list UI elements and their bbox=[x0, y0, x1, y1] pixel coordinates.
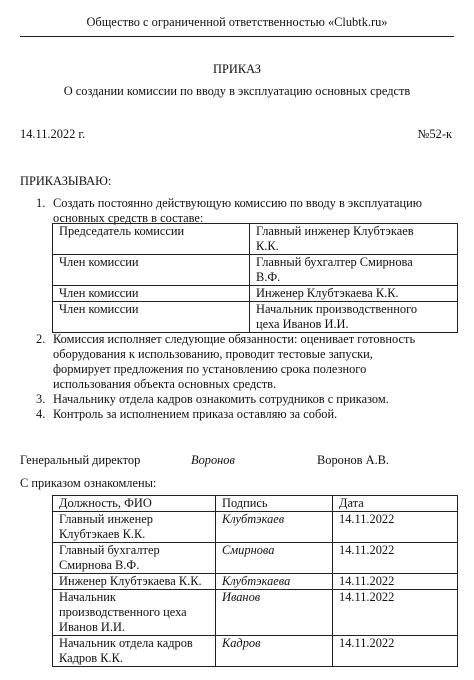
item-text: основных средств в составе: bbox=[53, 211, 204, 225]
col-header: Должность, ФИО bbox=[53, 496, 216, 512]
table-row bbox=[53, 590, 458, 636]
ack-who: Главный бухгалтер Смирнова В.Ф. bbox=[53, 543, 216, 574]
ack-date: 14.11.2022 bbox=[333, 590, 458, 636]
commission-person: Начальник производственного цеха Иванов И.И. bbox=[250, 302, 458, 333]
item-text: Создать постоянно действующую комиссию по вводу в эксплуатацию bbox=[53, 196, 423, 210]
table-row bbox=[53, 543, 458, 574]
table-row bbox=[53, 496, 458, 512]
signer-position: Генеральный директор bbox=[20, 453, 141, 467]
commission-role: Член комиссии bbox=[53, 302, 250, 333]
doc-date: 14.11.2022 г. bbox=[20, 127, 86, 141]
commission-person: Главный бухгалтер Смирнова В.Ф. bbox=[250, 255, 458, 286]
ack-date: 14.11.2022 bbox=[333, 512, 458, 543]
commission-person: Инженер Клубтэкаева К.К. bbox=[250, 286, 458, 302]
col-header: Дата bbox=[333, 496, 458, 512]
ack-sign: Клубтэкаева bbox=[216, 574, 333, 590]
table-row bbox=[53, 574, 458, 590]
header-divider bbox=[20, 36, 454, 37]
ack-sign: Клубтэкаев bbox=[216, 512, 333, 543]
table-row bbox=[53, 636, 458, 667]
commission-role: Председатель комиссии bbox=[53, 224, 250, 255]
item-text: Контроль за исполнением приказа оставляю за собой. bbox=[53, 407, 338, 421]
signature: Воронов bbox=[191, 453, 235, 467]
ack-who: Главный инженер Клубтэкаев К.К. bbox=[53, 512, 216, 543]
ack-sign: Кадров bbox=[216, 636, 333, 667]
ack-date: 14.11.2022 bbox=[333, 636, 458, 667]
item-text: оборудования к использованию, проводит тестовые запуски, bbox=[53, 347, 373, 361]
commission-person: Главный инженер Клубтэкаев К.К. bbox=[250, 224, 458, 255]
item-number: 2. bbox=[36, 332, 46, 346]
ack-sign: Иванов bbox=[216, 590, 333, 636]
doc-number: №52-к bbox=[417, 127, 452, 141]
table-row bbox=[53, 302, 458, 333]
item-number: 3. bbox=[36, 392, 46, 406]
signer-name: Воронов А.В. bbox=[317, 453, 390, 467]
order-word: ПРИКАЗЫВАЮ: bbox=[20, 174, 112, 188]
ack-who: Инженер Клубтэкаева К.К. bbox=[53, 574, 216, 590]
table-row bbox=[53, 224, 458, 255]
item-number: 1. bbox=[36, 196, 46, 210]
table-row bbox=[53, 255, 458, 286]
table-row bbox=[53, 512, 458, 543]
doc-subject: О создании комиссии по вводу в эксплуатацию основных средств bbox=[63, 84, 411, 98]
item-number: 4. bbox=[36, 407, 46, 421]
ack-who: Начальник отдела кадров Кадров К.К. bbox=[53, 636, 216, 667]
ack-date: 14.11.2022 bbox=[333, 543, 458, 574]
item-text: Начальнику отдела кадров ознакомить сотрудников с приказом. bbox=[53, 392, 389, 406]
commission-table bbox=[52, 223, 458, 333]
ack-who: Начальник производственного цеха Иванов И.И. bbox=[53, 590, 216, 636]
ack-date: 14.11.2022 bbox=[333, 574, 458, 590]
commission-role: Член комиссии bbox=[53, 255, 250, 286]
ack-heading: С приказом ознакомлены: bbox=[20, 476, 157, 490]
table-row bbox=[53, 286, 458, 302]
doc-title: ПРИКАЗ bbox=[213, 62, 261, 76]
item-text: формирует предложения по установлению срока полезного bbox=[53, 362, 367, 376]
ack-table bbox=[52, 495, 458, 667]
item-text: Комиссия исполняет следующие обязанности: оценивает готовность bbox=[53, 332, 416, 346]
ack-sign: Смирнова bbox=[216, 543, 333, 574]
company-name: Общество с ограниченной ответственностью «Clubtk.ru» bbox=[86, 15, 388, 29]
col-header: Подпись bbox=[216, 496, 333, 512]
commission-role: Член комиссии bbox=[53, 286, 250, 302]
item-text: использования объекта основных средств. bbox=[53, 377, 277, 391]
